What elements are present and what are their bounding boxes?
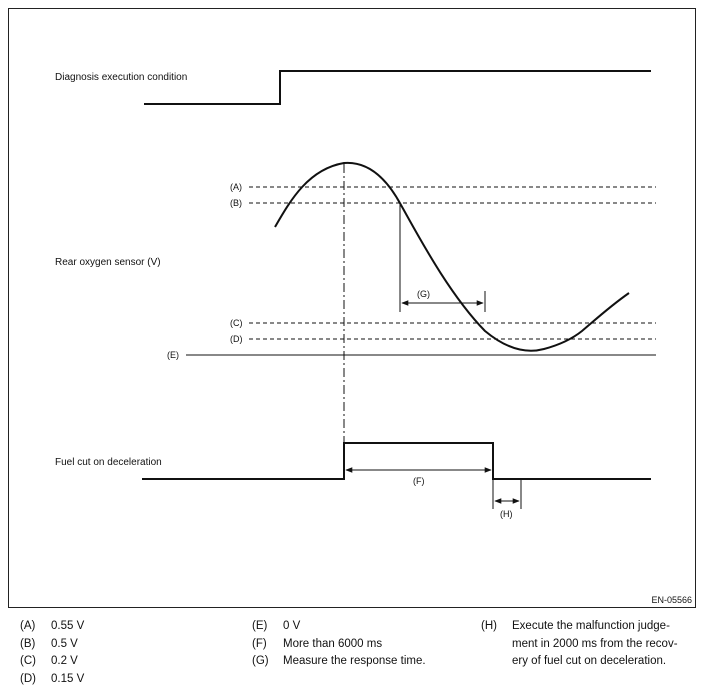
legend-item: (A) 0.55 V xyxy=(20,620,85,632)
diagram-frame xyxy=(8,8,696,608)
label-c: (C) xyxy=(230,318,243,328)
diagnosis-condition-label: Diagnosis execution condition xyxy=(55,72,188,83)
legend-column-1 xyxy=(20,618,84,688)
label-e: (E) xyxy=(167,350,179,360)
label-a: (A) xyxy=(230,182,242,192)
label-d: (D) xyxy=(230,334,243,344)
legend-column-2 xyxy=(252,618,426,671)
legend-item: (B) 0.5 V xyxy=(20,637,78,650)
label-b: (B) xyxy=(230,198,242,208)
label-g: (G) xyxy=(417,289,430,299)
legend-item: (F) More than 6000 ms xyxy=(252,637,383,650)
rear-sensor-label: Rear oxygen sensor (V) xyxy=(55,257,161,268)
label-f: (F) xyxy=(413,476,425,486)
fuel-cut-signal-line xyxy=(142,443,651,479)
figure-id: EN-05566 xyxy=(651,595,692,605)
timing-diagram xyxy=(9,9,697,609)
legend-item: (E) 0 V xyxy=(252,620,301,632)
label-h: (H) xyxy=(500,509,513,519)
legend-item: (C) 0.2 V xyxy=(20,655,78,667)
legend-item: (H) Execute the malfunction judge-ment in 2000 ms from the recov-ery of fuel cut on deceleration. xyxy=(481,620,678,667)
fuel-cut-label: Fuel cut on deceleration xyxy=(55,457,162,468)
legend-item: (D) 0.15 V xyxy=(20,672,85,685)
diagnosis-signal-line xyxy=(144,71,651,104)
legend-item: (G) Measure the response time. xyxy=(252,655,426,667)
legend-column-3 xyxy=(481,618,688,671)
